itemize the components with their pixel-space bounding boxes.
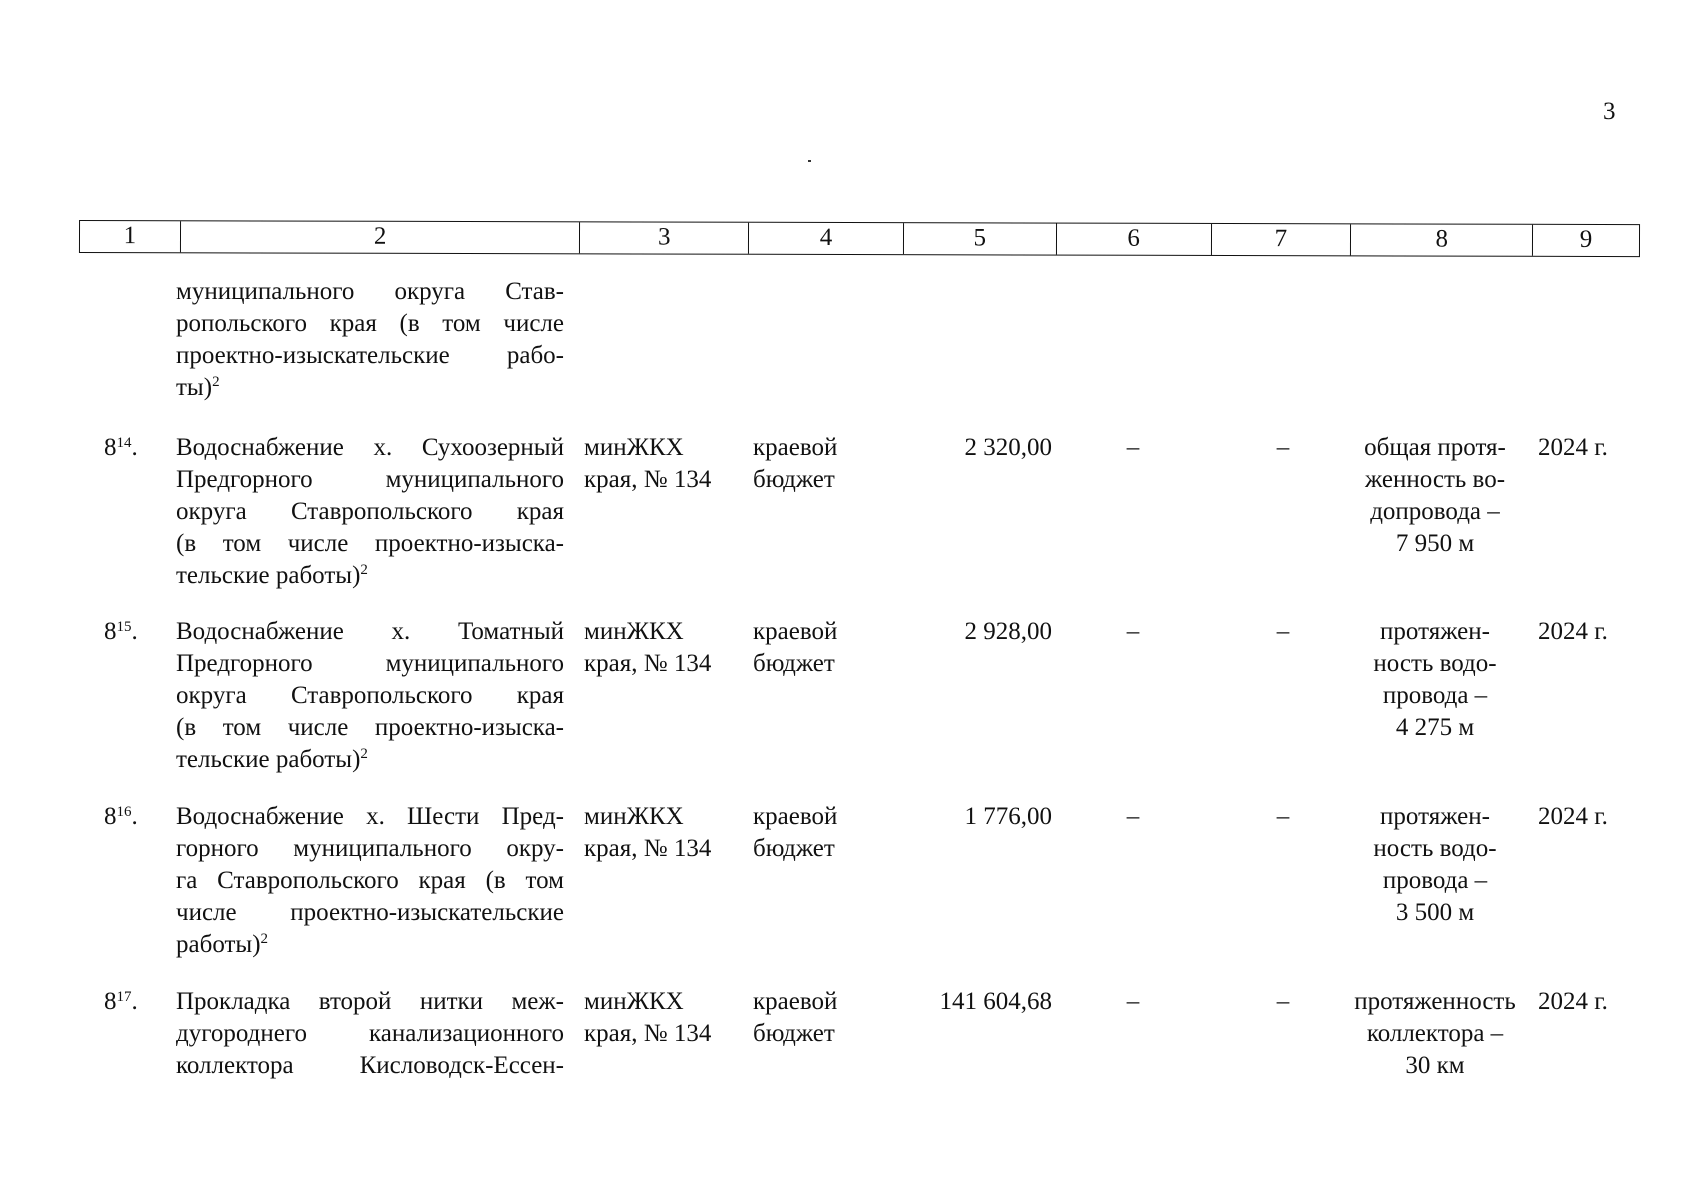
row-number-main: 8: [104, 988, 117, 1015]
executor-line: минЖКХ: [584, 618, 684, 645]
row-number-sup: 15: [116, 619, 132, 635]
row-number-main: 8: [104, 618, 117, 645]
funding-source-line: бюджет: [753, 835, 835, 862]
column-6-value: –: [1126, 803, 1140, 830]
indicator: [1335, 432, 1535, 560]
funding-source-line: бюджет: [753, 650, 835, 677]
scan-speck: [808, 160, 811, 162]
executor: [584, 616, 754, 680]
funding-source-line: краевой: [753, 434, 838, 461]
funding-source-line: краевой: [753, 618, 838, 645]
row-number-main: 8: [104, 803, 117, 830]
column-6-value: –: [1126, 988, 1140, 1015]
column-7-value: –: [1276, 618, 1290, 645]
row-number-dot: .: [131, 988, 138, 1015]
executor-line: края, № 134: [584, 650, 712, 677]
funding-source-line: краевой: [753, 803, 838, 830]
funding-source: [753, 616, 873, 680]
indicator: [1335, 801, 1535, 929]
text-line: Предгорного муниципального: [176, 650, 564, 677]
footnote-mark: 2: [212, 374, 220, 390]
indicator: [1335, 986, 1535, 1082]
column-7-value: –: [1276, 803, 1290, 830]
column-number: 5: [904, 223, 1057, 254]
executor-line: края, № 134: [584, 835, 712, 862]
indicator-line: 30 км: [1405, 1052, 1465, 1079]
row-number: [104, 616, 138, 648]
executor-line: минЖКХ: [584, 803, 684, 830]
year: 2024 г.: [1538, 434, 1608, 461]
column-number: 4: [749, 223, 904, 254]
object-name: [176, 616, 564, 776]
indicator-line: протяжен-: [1380, 803, 1490, 830]
column-number: 1: [80, 221, 181, 252]
text-line: [176, 372, 564, 404]
text-line: дугороднего канализационного: [176, 1020, 564, 1047]
column-number: 9: [1579, 225, 1593, 253]
column-6-value: –: [1126, 618, 1140, 645]
row-number-main: 8: [104, 434, 117, 461]
indicator-line: провода –: [1382, 867, 1488, 894]
text-line: Водоснабжение х. Сухоозерный: [176, 434, 564, 461]
page-number: 3: [1603, 98, 1616, 125]
funding-source: [753, 986, 873, 1050]
amount: 1 776,00: [964, 803, 1052, 830]
row-number: [104, 801, 138, 833]
column-number: 8: [1351, 224, 1533, 255]
indicator-line: 3 500 м: [1395, 899, 1475, 926]
executor: [584, 432, 754, 496]
indicator-line: протяженность: [1354, 988, 1516, 1015]
row-number: [104, 432, 138, 464]
indicator-line: 7 950 м: [1395, 530, 1475, 557]
executor-line: края, № 134: [584, 1020, 712, 1047]
row-number-dot: .: [131, 434, 138, 461]
row-number-dot: .: [131, 618, 138, 645]
column-7-value: –: [1276, 988, 1290, 1015]
text-line: Водоснабжение х. Шести Пред-: [176, 803, 564, 830]
text-line: [176, 929, 564, 961]
funding-source-line: бюджет: [753, 466, 835, 493]
text-line: (в том числе проектно-изыска-: [176, 530, 564, 557]
executor-line: минЖКХ: [584, 988, 684, 1015]
text-line: горного муниципального окру-: [176, 835, 564, 862]
text-line-content: тельские работы): [176, 562, 361, 589]
executor-line: минЖКХ: [584, 434, 684, 461]
column-number-header: [79, 220, 1640, 257]
column-6-value: –: [1126, 434, 1140, 461]
object-name: [176, 801, 564, 961]
row-number-dot: .: [131, 803, 138, 830]
text-line: коллектора Кисловодск-Ессен-: [176, 1052, 564, 1079]
funding-source-line: краевой: [753, 988, 838, 1015]
indicator: [1335, 616, 1535, 744]
text-line: числе проектно-изыскательские: [176, 899, 564, 926]
amount: 141 604,68: [939, 988, 1052, 1015]
text-line-content: тельские работы): [176, 746, 361, 773]
text-line: округа Ставропольского края: [176, 682, 564, 709]
text-line: [176, 560, 564, 592]
indicator-line: ность водо-: [1373, 835, 1497, 862]
amount: 2 320,00: [964, 434, 1052, 461]
text-line: муниципального округа Став-: [176, 278, 564, 305]
executor: [584, 986, 754, 1050]
footnote-mark: 2: [360, 746, 368, 762]
footnote-mark: 2: [260, 931, 269, 947]
funding-source-line: бюджет: [753, 1020, 835, 1047]
year: 2024 г.: [1538, 988, 1608, 1015]
text-line: Водоснабжение х. Томатный: [176, 618, 564, 645]
text-line: округа Ставропольского края: [176, 498, 564, 525]
executor: [584, 801, 754, 865]
indicator-line: женность во-: [1364, 466, 1506, 493]
column-7-value: –: [1276, 434, 1290, 461]
text-line: ропольского края (в том числе: [176, 310, 564, 337]
funding-source: [753, 432, 873, 496]
indicator-line: общая протя-: [1364, 434, 1506, 461]
row-number: [104, 986, 138, 1018]
object-name: [176, 432, 564, 592]
row-number-sup: 14: [116, 435, 132, 451]
row-number-sup: 16: [116, 804, 132, 820]
indicator-line: ность водо-: [1373, 650, 1497, 677]
text-line: Прокладка второй нитки меж-: [176, 988, 564, 1015]
column-number: 7: [1211, 224, 1351, 255]
indicator-line: 4 275 м: [1395, 714, 1475, 741]
indicator-line: протяжен-: [1380, 618, 1490, 645]
funding-source: [753, 801, 873, 865]
amount: 2 928,00: [964, 618, 1052, 645]
row-number-sup: 17: [116, 989, 132, 1005]
footnote-mark: 2: [360, 562, 368, 578]
text-line: [176, 744, 564, 776]
executor-line: края, № 134: [584, 466, 712, 493]
year: 2024 г.: [1538, 803, 1608, 830]
year: 2024 г.: [1538, 618, 1608, 645]
indicator-line: допровода –: [1370, 498, 1500, 525]
text-line: проектно-изыскательские рабо-: [176, 342, 564, 369]
column-number: 2: [181, 221, 581, 253]
indicator-line: коллектора –: [1366, 1020, 1504, 1047]
indicator-line: провода –: [1382, 682, 1488, 709]
object-name: [176, 986, 564, 1082]
text-line: (в том числе проектно-изыска-: [176, 714, 564, 741]
column-number: 6: [1057, 224, 1212, 255]
text-line: га Ставропольского края (в том: [176, 867, 564, 894]
text-line: Предгорного муниципального: [176, 466, 564, 493]
object-name: [176, 276, 564, 404]
text-line-content: ты): [176, 374, 213, 401]
column-number: 3: [580, 222, 749, 253]
text-line-content: работы): [176, 931, 261, 958]
